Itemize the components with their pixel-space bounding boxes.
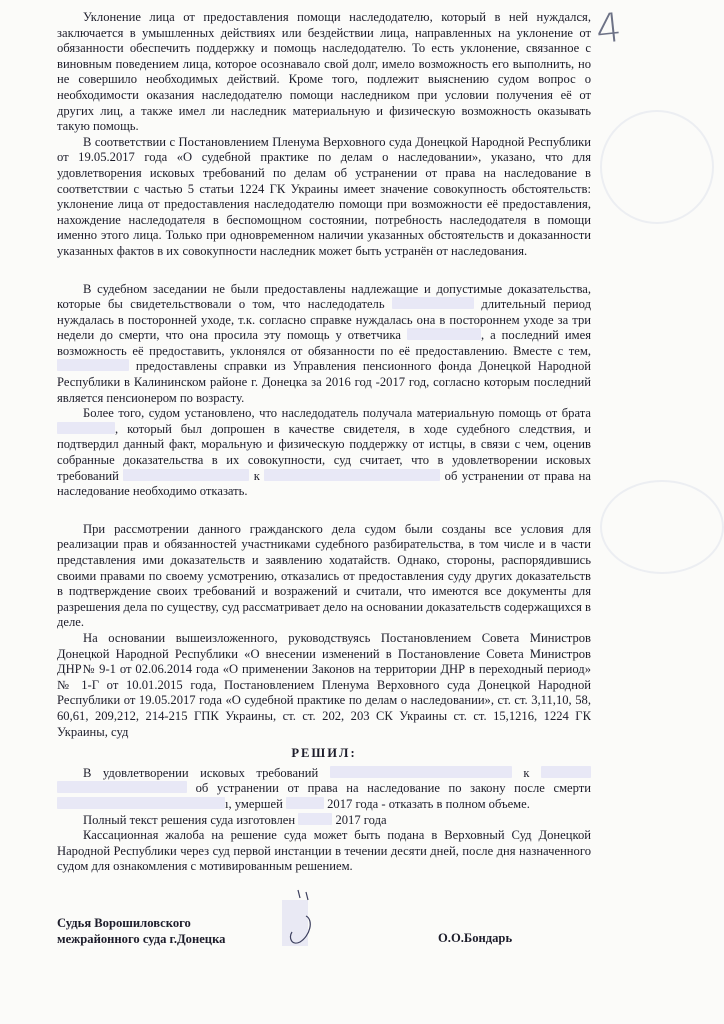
full-text-paragraph: [57, 813, 591, 829]
judge-title-block: [57, 915, 225, 947]
p3-text-d: предоставлены справки из Управления пенсионного фонда Донецкой Народной Республики в Калининском районе г. Донецка за 2016 год -2017 год, согласно которым последний является пенсионером по возрасту.: [57, 359, 591, 405]
decision-text-a: В удовлетворении исковых требований: [83, 765, 319, 780]
redaction: [407, 328, 481, 340]
paragraph-5: При рассмотрении данного гражданского дела судом были созданы все условия для реализации прав и обязанностей участниками судебного разбирательства, в том числе и в части представления ими доказательств и заявлению ходатайств. Однако, стороны, распорядившись своими правами по своему усмотрению, отказались от предоставления суду других доказательств в подтверждение своих требований и возражений и считали, что имеются все документы для разрешения дела по существу, суд рассматривает дело на основании доказательств содержащихся в деле.: [57, 521, 591, 630]
p3-text-b: длительный период нуждалась в посторонней уходе, т.к. согласно справке нуждалась она в постороннем уходе за три недели до смерти, что она просила эту помощь у ответчика: [57, 297, 591, 343]
redaction: [57, 359, 129, 371]
decision-paragraph: [57, 766, 591, 813]
redaction: [541, 766, 591, 778]
p3-text-a: В судебном заседании не были предоставлены надлежащие и допустимые доказательства, которые бы свидетельствовали о том, что наследодатель: [57, 281, 591, 312]
handwritten-page-number: 4: [593, 4, 624, 54]
decision-text-e: 2017 года - отказать в полном объеме.: [327, 796, 530, 811]
decision-text-c: об устранении от права на наследование по закону после смерти: [195, 781, 592, 796]
document-body: [57, 10, 591, 875]
paragraph-1: Уклонение лица от предоставления помощи наследодателю, который в ней нуждался, заключается в умышленных действиях или бездействии лица, направленных на уклонение от обязанности обеспечить поддержку и помощь наследодателю. То есть уклонение, связанное с виновным поведением лица, которое осознавало свой долг, имело возможность его выполнить, но не совершило необходимых действий. Кроме того, подлежит выяснению судом вопрос о необходимости оказания наследодателю помощи наследником при условии получения её от других лиц, а также имел ли наследник материальную и физическую возможность оказывать такую помощь.: [57, 10, 591, 134]
p4-text-b: , который был допрошен в качестве свидетеля, в ходе судебного следствия, и подтвердил данный факт, моральную и физическую поддержку от истцы, в связи с чем, оценив собранные доказательства в их совокупности, суд считает, что в удовлетворении исковых требований: [57, 421, 591, 483]
redaction: [298, 813, 332, 825]
faint-stamp-top: [600, 110, 714, 224]
redaction: [264, 469, 440, 481]
handwritten-signature: [270, 880, 350, 950]
decision-heading: РЕШИЛ:: [291, 746, 357, 761]
decision-text-b: к: [523, 765, 530, 780]
full-text-b: 2017 года: [335, 812, 387, 827]
judge-title-line-1: Судья Ворошиловского: [57, 916, 191, 930]
redaction: [330, 766, 512, 778]
judge-title-line-2: межрайонного суда г.Донецка: [57, 932, 226, 946]
p4-text-a: Более того, судом установлено, что наследодатель получала материальную помощь от брата: [83, 406, 591, 421]
paragraph-6: На основании вышеизложенного, руководствуясь Постановлением Совета Министров Донецкой Народной Республики «О внесении изменений в Постановление Совета Министров ДНР№ 9-1 от 02.06.2014 года «О применении Законов на территории ДНР в переходный период» № 1-Г от 10.01.2015 года, Постановлением Пленума Верховного суда Донецкой Народной Республики от 19.05.2017 года «О судебной практике по делам о наследовании», ст. ст. 3,11,10, 58, 60,61, 209,212, 214-215 ГПК Украины, ст. ст. 202, 203 СК Украины ст. ст. 15,1216, 1224 ГК Украины, суд: [57, 630, 591, 739]
redaction: [123, 469, 249, 481]
paragraph-2: В соответствии с Постановлением Пленума Верховного суда Донецкой Народной Республики от 19.05.2017 года «О судебной практике по делам о наследовании», указано, что для удовлетворения исковых требований по делам об устранении от права на наследование в соответствии с частью 5 статьи 1224 ГК Украины имеет значение совокупность обстоятельств: уклонение лица от предоставления наследодателю помощи при возможности её предоставления, нахождение наследодателя в беспомощном состоянии, потребность наследодателя в помощи именно этого лица. Только при одновременном наличии указанных обстоятельств и доказанности указанных фактов в их совокупности наследник может быть устранён от наследования.: [57, 134, 591, 258]
paragraph-4: [57, 406, 591, 500]
redaction: [57, 422, 115, 434]
paragraph-3: [57, 282, 591, 407]
redaction: [392, 297, 474, 309]
p4-text-c: к: [253, 468, 260, 483]
cassation-paragraph: Кассационная жалоба на решение суда может быть подана в Верховный Суд Донецкой Народной Республики через суд первой инстанции в течении десяти дней, после дня назначенного судом для ознакомления с мотивированным решением.: [57, 828, 591, 874]
redaction: [57, 797, 225, 809]
redaction: [57, 781, 187, 793]
p4-text-d: об устранении от права на наследование необходимо отказать.: [57, 468, 591, 499]
full-text-a: Полный текст решения суда изготовлен: [83, 812, 296, 827]
redaction: [286, 797, 324, 809]
decision-text-d: ı, умершей: [225, 796, 283, 811]
faint-stamp-bottom: [600, 480, 724, 574]
p3-text-c: , а последний имея возможность её предоставить, уклонялся от обязанности по её предоставлению. Вместе с тем,: [57, 328, 592, 358]
judge-name: О.О.Бондарь: [438, 931, 513, 945]
